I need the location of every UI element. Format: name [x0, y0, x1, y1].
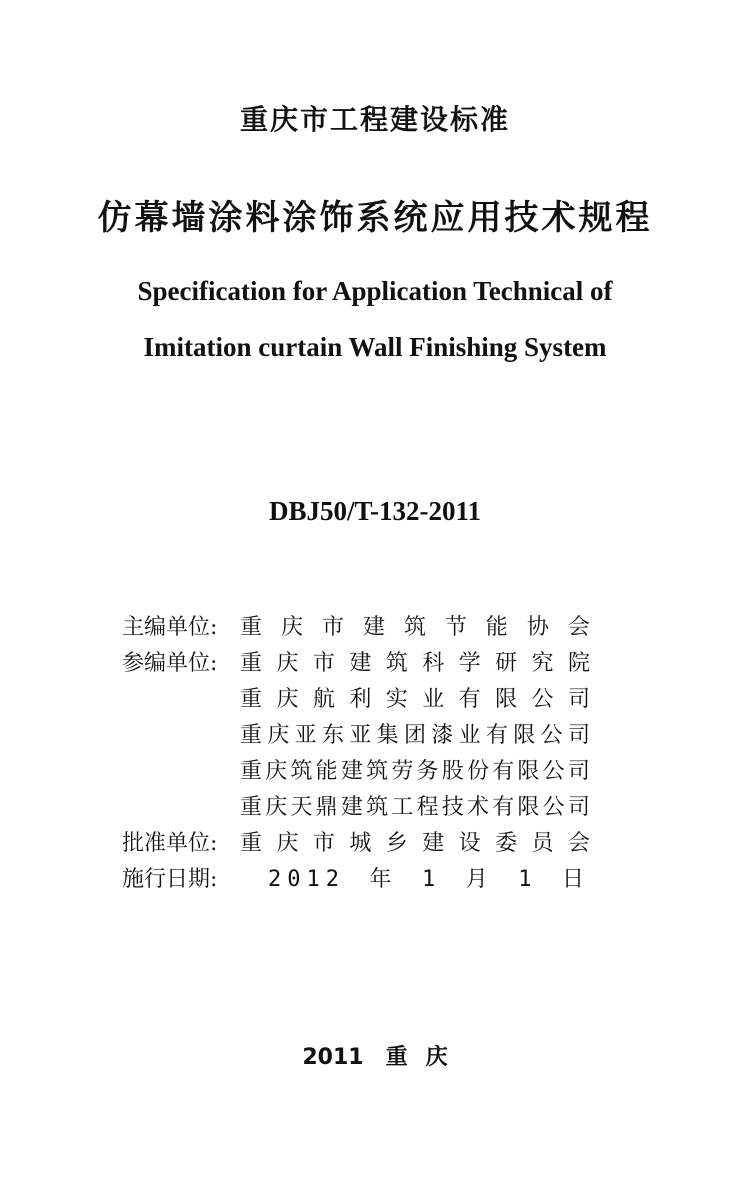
org-char: 技 — [441, 795, 464, 820]
org-char: 学 — [458, 651, 481, 676]
org-char: 重 — [240, 795, 263, 820]
org-char: 庆 — [267, 723, 290, 748]
publication-place-char: 庆 — [425, 1045, 448, 1070]
org-char: 筑 — [366, 759, 389, 784]
approval-label: 批准单位: — [122, 831, 218, 856]
participant-org — [240, 646, 590, 682]
date-day-unit: 日 — [561, 867, 590, 892]
org-char: 有 — [458, 687, 481, 712]
standard-code: DBJ50/T-132-2011 — [268, 496, 482, 526]
org-char: 院 — [567, 651, 590, 676]
org-char: 利 — [349, 687, 372, 712]
org-char: 庆 — [265, 795, 288, 820]
org-char: 团 — [403, 723, 426, 748]
org-char: 有 — [492, 759, 515, 784]
org-char: 天 — [290, 795, 313, 820]
org-char: 司 — [567, 759, 590, 784]
participant-org — [240, 682, 590, 718]
org-char: 能 — [485, 615, 508, 640]
approval-row — [122, 826, 602, 862]
org-char: 有 — [492, 795, 515, 820]
participant-row — [122, 682, 602, 718]
participant-row — [122, 790, 602, 826]
org-char: 会 — [567, 615, 590, 640]
org-char: 重 — [240, 687, 263, 712]
chief-editor-row — [122, 610, 602, 646]
org-char: 重 — [240, 651, 263, 676]
org-char: 股 — [441, 759, 464, 784]
org-char: 庆 — [276, 831, 299, 856]
title-chinese: 仿幕墙涂料涂饰系统应用技术规程 — [97, 198, 653, 238]
date-day: 1 — [518, 867, 538, 892]
org-char: 建 — [340, 795, 363, 820]
org-char: 筑 — [385, 651, 408, 676]
org-char: 节 — [444, 615, 467, 640]
org-char: 筑 — [403, 615, 426, 640]
participant-org — [240, 718, 590, 754]
org-char: 庆 — [280, 615, 303, 640]
org-char: 庆 — [265, 759, 288, 784]
org-char: 司 — [567, 795, 590, 820]
title-english-line-1: Specification for Application Technical of — [137, 276, 613, 306]
org-char: 建 — [422, 831, 445, 856]
org-char: 限 — [513, 723, 536, 748]
org-char: 程 — [416, 795, 439, 820]
effective-date-row — [122, 862, 602, 898]
org-char: 筑 — [290, 759, 313, 784]
participant-org — [240, 754, 590, 790]
org-char: 究 — [531, 651, 554, 676]
org-char: 庆 — [276, 687, 299, 712]
org-char: 限 — [495, 687, 518, 712]
org-char: 重 — [240, 831, 263, 856]
org-char: 乡 — [385, 831, 408, 856]
org-char: 东 — [321, 723, 344, 748]
title-english-line-2: Imitation curtain Wall Finishing System — [143, 332, 607, 362]
publication-footer — [0, 1040, 750, 1071]
org-char: 市 — [321, 615, 344, 640]
org-char: 公 — [540, 723, 563, 748]
date-year-unit: 年 — [369, 867, 398, 892]
date-month: 1 — [421, 867, 442, 892]
org-char: 会 — [567, 831, 590, 856]
chief-editor-label: 主编单位: — [122, 615, 218, 640]
participant-row — [122, 754, 602, 790]
org-char: 公 — [542, 795, 565, 820]
org-char: 公 — [542, 759, 565, 784]
org-char: 工 — [391, 795, 414, 820]
organization-info — [122, 610, 602, 898]
org-char: 重 — [240, 615, 263, 640]
org-char: 建 — [340, 759, 363, 784]
standard-category-label: 重庆市工程建设标准 — [239, 103, 510, 136]
org-char: 实 — [385, 687, 408, 712]
publication-place-char: 重 — [385, 1045, 408, 1070]
org-char: 航 — [312, 687, 335, 712]
org-char: 术 — [466, 795, 489, 820]
org-char: 集 — [376, 723, 399, 748]
org-char: 有 — [485, 723, 508, 748]
org-char: 限 — [517, 795, 540, 820]
org-char: 亚 — [294, 723, 317, 748]
org-char: 劳 — [391, 759, 414, 784]
org-char: 城 — [349, 831, 372, 856]
participant-row — [122, 718, 602, 754]
org-char: 建 — [349, 651, 372, 676]
org-char: 业 — [422, 687, 445, 712]
org-char: 庆 — [276, 651, 299, 676]
org-char: 筑 — [366, 795, 389, 820]
participant-row — [122, 646, 602, 682]
org-char: 漆 — [431, 723, 454, 748]
date-year: 2012 — [268, 867, 345, 892]
org-char: 委 — [495, 831, 518, 856]
org-char: 重 — [240, 759, 263, 784]
org-char: 份 — [466, 759, 489, 784]
org-char: 能 — [315, 759, 338, 784]
org-char: 研 — [495, 651, 518, 676]
org-char: 市 — [312, 651, 335, 676]
org-char: 协 — [526, 615, 549, 640]
participant-org — [240, 790, 590, 826]
org-char: 公 — [531, 687, 554, 712]
org-char: 司 — [567, 687, 590, 712]
org-char: 业 — [458, 723, 481, 748]
effective-date-value — [268, 862, 590, 898]
org-char: 市 — [312, 831, 335, 856]
approval-org — [240, 826, 590, 862]
org-char: 重 — [240, 723, 263, 748]
org-char: 务 — [416, 759, 439, 784]
participant-label: 参编单位: — [122, 651, 218, 676]
org-char: 亚 — [349, 723, 372, 748]
publication-year: 2011 — [302, 1045, 364, 1070]
effective-date-label: 施行日期: — [122, 867, 218, 892]
org-char: 设 — [458, 831, 481, 856]
org-char: 司 — [567, 723, 590, 748]
org-char: 员 — [531, 831, 554, 856]
org-char: 科 — [422, 651, 445, 676]
chief-editor-org — [240, 610, 590, 646]
date-month-unit: 月 — [465, 867, 494, 892]
org-char: 鼎 — [315, 795, 338, 820]
org-char: 限 — [517, 759, 540, 784]
org-char: 建 — [362, 615, 385, 640]
